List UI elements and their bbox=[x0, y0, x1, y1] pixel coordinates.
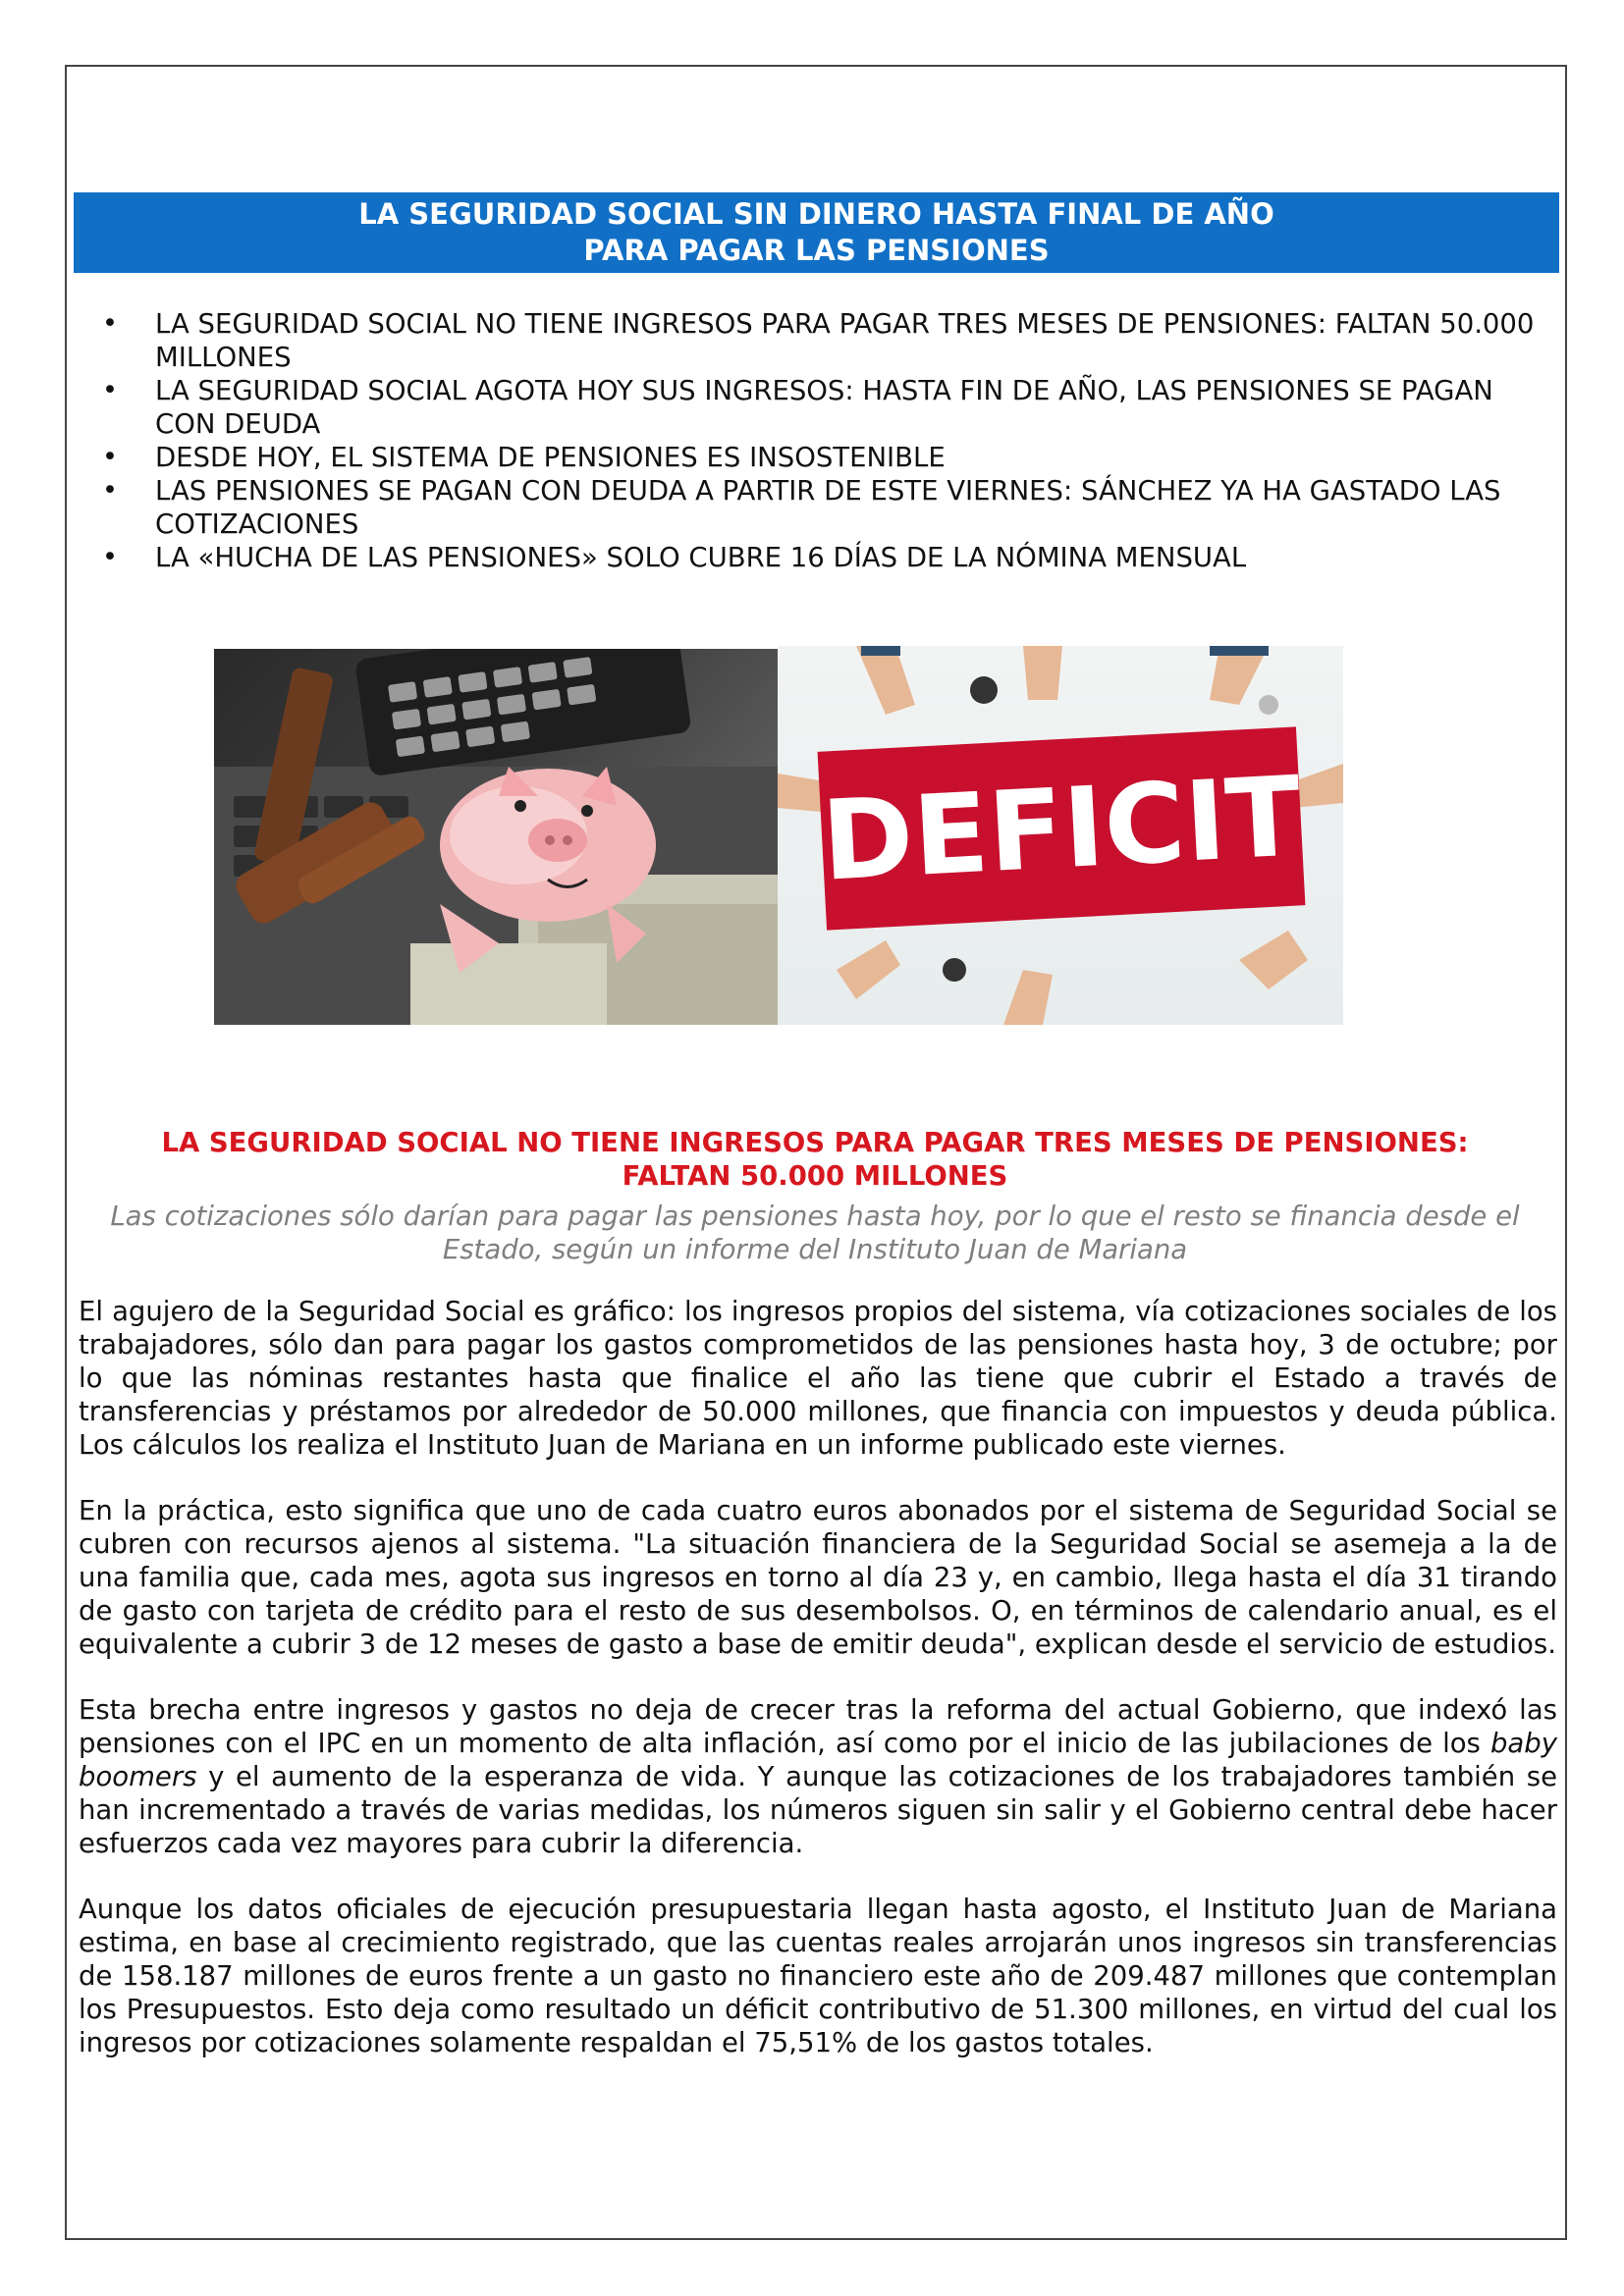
bullet-item bbox=[98, 541, 1542, 574]
deficit-sign-text: DEFICIT bbox=[819, 753, 1305, 906]
broken-piggy-bank-photo bbox=[214, 649, 778, 1025]
bullet-text: LA «HUCHA DE LAS PENSIONES» SOLO CUBRE 16 DÍAS DE LA NÓMINA MENSUAL bbox=[155, 542, 1247, 573]
paragraph-3-italic-term: baby boomers bbox=[79, 1728, 1557, 1792]
bullet-dot-icon: • bbox=[102, 375, 118, 405]
article-paragraph-4: Aunque los datos oficiales de ejecución presupuestaria llegan hasta agosto, el Instituto Juan de Mariana estima, en base al crecimiento registrado, que las cuentas reales arrojarán unos ingresos sin transferencias de 158.187 millones de euros frente a un gasto no financiero este año de 209.487 millones que contemplan los Presupuestos. Esto deja como resultado un déficit contributivo de 51.300 millones, en virtud del cual los ingresos por cotizaciones solamente respaldan el 75,51% de los gastos totales. bbox=[79, 1894, 1557, 2058]
paragraph-3-text-start: Esta brecha entre ingresos y gastos no deja de crecer tras la reforma del actual Gobierno, que indexó las pensiones con el IPC en un momento de alta inflación, así como por el inicio de las jubilaciones de los bbox=[79, 1694, 1557, 1759]
paragraph-3-text-end: y el aumento de la esperanza de vida. Y aunque las cotizaciones de los trabajadores también se han incrementado a través de varias medidas, los números siguen sin salir y el Gobierno central debe hacer esfuerzos cada vez mayores para cubrir la diferencia. bbox=[79, 1761, 1557, 1859]
banner-title-line2: PARA PAGAR LAS PENSIONES bbox=[583, 234, 1050, 267]
article-subheadline: Las cotizaciones sólo darían para pagar las pensiones hasta hoy, por lo que el resto se financia desde el Estado, según un informe del Instituto Juan de Mariana bbox=[110, 1201, 1520, 1265]
bullet-item bbox=[98, 374, 1542, 441]
bullet-dot-icon: • bbox=[102, 542, 118, 572]
deficit-sign-photo bbox=[778, 646, 1343, 1025]
title-banner bbox=[74, 192, 1559, 273]
bullet-item bbox=[98, 307, 1542, 374]
article-headline-line2: FALTAN 50.000 MILLONES bbox=[622, 1160, 1008, 1192]
bullet-dot-icon: • bbox=[102, 475, 118, 506]
bullet-item bbox=[98, 441, 1542, 474]
bullet-text: LA SEGURIDAD SOCIAL AGOTA HOY SUS INGRESOS: HASTA FIN DE AÑO, LAS PENSIONES SE PAGAN CON DEUDA bbox=[155, 375, 1493, 440]
bullet-text: LAS PENSIONES SE PAGAN CON DEUDA A PARTIR DE ESTE VIERNES: SÁNCHEZ YA HA GASTADO LAS COTIZACIONES bbox=[155, 475, 1501, 540]
article-paragraph-1: El agujero de la Seguridad Social es gráfico: los ingresos propios del sistema, vía cotizaciones sociales de los trabajadores, sólo dan para pagar los gastos comprometidos de las pensiones hasta hoy, 3 de octubre; por lo que las nóminas restantes hasta que finalice el año las tiene que cubrir el Estado a través de transferencias y préstamos por alrededor de 50.000 millones, que financia con impuestos y deuda pública. Los cálculos los realiza el Instituto Juan de Mariana en un informe publicado este viernes. bbox=[79, 1296, 1557, 1461]
bullet-dot-icon: • bbox=[102, 442, 118, 472]
deficit-sign-illustration-icon bbox=[778, 646, 1343, 1025]
bullet-text: DESDE HOY, EL SISTEMA DE PENSIONES ES INSOSTENIBLE bbox=[155, 442, 946, 473]
bullet-dot-icon: • bbox=[102, 308, 118, 339]
summary-bullet-list bbox=[98, 307, 1542, 574]
article-paragraph-2: En la práctica, esto significa que uno de cada cuatro euros abonados por el sistema de Seguridad Social se cubren con recursos ajenos al sistema. "La situación financiera de la Seguridad Social se asemeja a la de una familia que, cada mes, agota sus ingresos en torno al día 23 y, en cambio, llega hasta el día 31 tirando de gasto con tarjeta de crédito para el resto de sus desembolsos. O, en términos de calendario anual, es el equivalente a cubrir 3 de 12 meses de gasto a base de emitir deuda", explican desde el servicio de estudios. bbox=[79, 1495, 1557, 1660]
article-headline-line1: LA SEGURIDAD SOCIAL NO TIENE INGRESOS PARA PAGAR TRES MESES DE PENSIONES: bbox=[161, 1127, 1469, 1158]
piggy-bank-illustration-icon bbox=[214, 649, 778, 1025]
bullet-item bbox=[98, 474, 1542, 541]
article-paragraph-3 bbox=[79, 1693, 1557, 1860]
banner-title-line1: LA SEGURIDAD SOCIAL SIN DINERO HASTA FINAL DE AÑO bbox=[358, 197, 1274, 231]
article-headline bbox=[79, 1126, 1551, 1193]
bullet-text: LA SEGURIDAD SOCIAL NO TIENE INGRESOS PARA PAGAR TRES MESES DE PENSIONES: FALTAN 50.000 MILLONES bbox=[155, 308, 1535, 373]
illustration-images bbox=[214, 646, 1343, 1025]
